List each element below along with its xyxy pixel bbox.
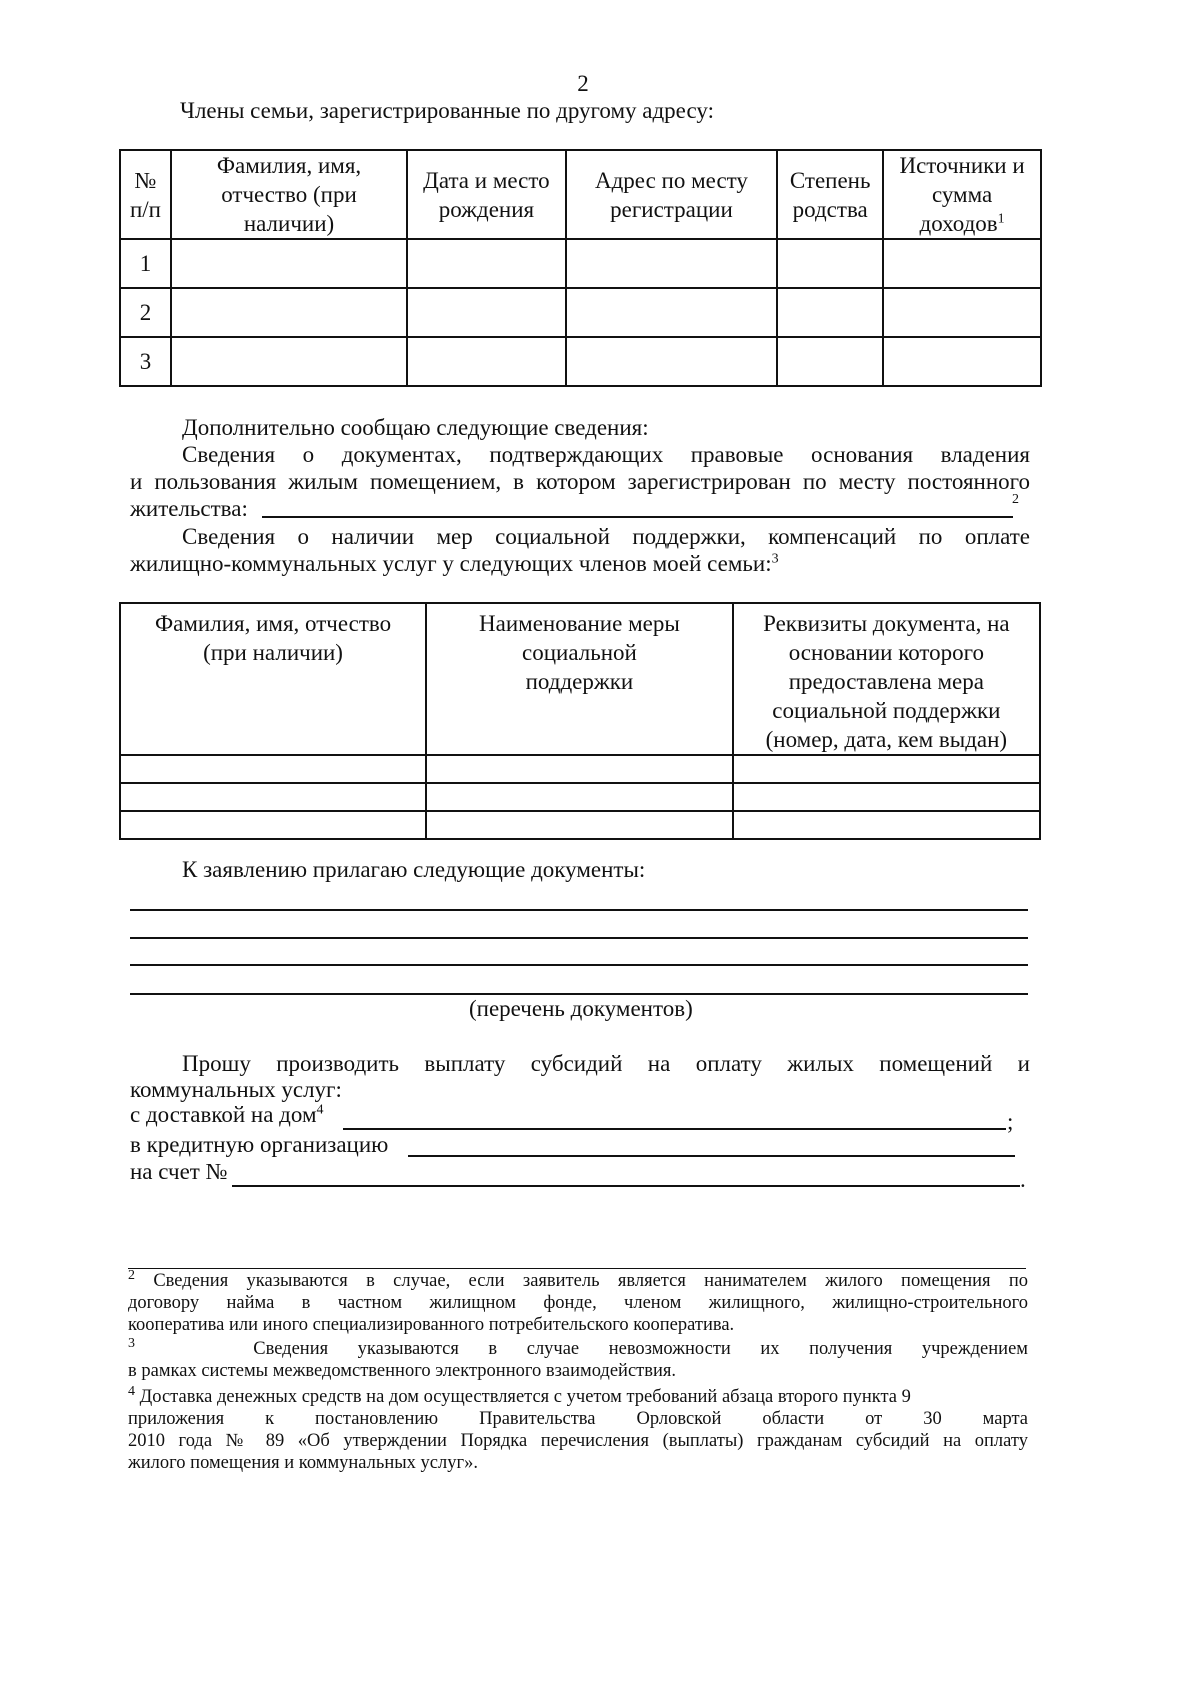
account-label: на счет №: [130, 1159, 228, 1184]
bank-line: [408, 1155, 1015, 1157]
footnote-4-line3: 2010 года № 89 «Об утверждении Порядка перечисления (выплаты) гражданам субсидий на оплату: [128, 1431, 1028, 1451]
account-end: .: [1020, 1167, 1026, 1192]
empty-cell: [883, 337, 1041, 386]
empty-cell: [171, 239, 407, 288]
empty-cell: [407, 288, 566, 337]
col-relation-header: Степень родства: [777, 150, 883, 239]
support-paragraph-line1: Сведения о наличии мер социальной поддержки, компенсаций по оплате: [182, 524, 1030, 549]
home-delivery-label: [130, 1101, 324, 1129]
empty-cell: [883, 288, 1041, 337]
col-birth-header: Дата и место рождения: [407, 150, 566, 239]
empty-cell: [733, 783, 1040, 811]
footnote-separator: [128, 1268, 1026, 1269]
footnote-ref-4: 4: [316, 1102, 324, 1118]
section1-heading: Члены семьи, зарегистрированные по другому адресу:: [180, 98, 714, 123]
footnote-ref-1: 1: [997, 211, 1005, 227]
footnote-2-line2: договору найма в частном жилищном фонде, членом жилищного, жилищно-строительного: [128, 1293, 1028, 1313]
home-delivery-line: [343, 1128, 1006, 1130]
empty-cell: [777, 239, 883, 288]
footnote-4-line1: [128, 1383, 1028, 1408]
payment-request-line1: Прошу производить выплату субсидий на оплату жилых помещений и: [182, 1051, 1030, 1076]
footnote-3-line1: [128, 1335, 1028, 1360]
footnote-ref-2: 2: [1012, 492, 1019, 507]
empty-cell: [407, 337, 566, 386]
footnote-4-line4: жилого помещения и коммунальных услуг».: [128, 1453, 478, 1473]
footnote-3-line1-text: Сведения указываются в случае невозможности их получения учреждением: [253, 1339, 1028, 1359]
payment-request-line2: коммунальных услуг:: [130, 1077, 342, 1102]
footnote-4-mark: 4: [128, 1383, 135, 1399]
additional-info-heading: Дополнительно сообщаю следующие сведения:: [182, 415, 649, 440]
footnote-2-mark: 2: [128, 1267, 135, 1283]
empty-cell: [426, 755, 733, 783]
col-fullname-header: Фамилия, имя, отчество (при наличии): [120, 603, 426, 755]
row-number: 2: [120, 288, 171, 337]
row-number: 1: [120, 239, 171, 288]
table-row: [120, 811, 1040, 839]
col-document-header: Реквизиты документа, на основании которого предоставлена мера социальной поддержки (номер, дата, кем выдан): [733, 603, 1040, 755]
empty-cell: [566, 288, 778, 337]
empty-cell: [733, 755, 1040, 783]
empty-cell: [171, 337, 407, 386]
account-line: [232, 1185, 1020, 1187]
empty-cell: [733, 811, 1040, 839]
footnote-2-line3: кооператива или иного специализированного потребительского кооператива.: [128, 1315, 735, 1335]
col-number-header: № п/п: [120, 150, 171, 239]
attachments-caption: (перечень документов): [469, 996, 693, 1021]
empty-cell: [426, 783, 733, 811]
footnote-3: [128, 1335, 1028, 1382]
support-paragraph-line2: [130, 550, 779, 578]
footnote-2: [128, 1267, 1029, 1336]
footnote-3-line2: в рамках системы межведомственного электронного взаимодействия.: [128, 1361, 677, 1381]
social-support-table: [119, 602, 1041, 840]
footnote-4: [128, 1383, 1028, 1474]
empty-cell: [777, 337, 883, 386]
col-income-label: Источники и сумма доходов: [899, 153, 1025, 236]
table-row: [120, 288, 1041, 337]
empty-cell: [407, 239, 566, 288]
empty-cell: [777, 288, 883, 337]
docs-paragraph-line1: Сведения о документах, подтверждающих правовые основания владения: [182, 442, 1030, 467]
attachments-heading: К заявлению прилагаю следующие документы:: [182, 857, 646, 882]
page-number: 2: [577, 71, 589, 96]
col-address-header: Адрес по месту регистрации: [566, 150, 778, 239]
attachments-line: [130, 909, 1028, 911]
footnote-2-line1-text: Сведения указываются в случае, если заявитель является нанимателем жилого помещения по: [153, 1271, 1029, 1291]
col-income-header: [883, 150, 1041, 239]
empty-cell: [120, 783, 426, 811]
attachments-line: [130, 964, 1028, 966]
docs-paragraph-line3: жительства:: [130, 496, 248, 521]
table-row: [120, 239, 1041, 288]
empty-cell: [566, 337, 778, 386]
empty-cell: [171, 288, 407, 337]
footnote-4-line2: приложения к постановлению Правительства Орловской области от 30 марта: [128, 1409, 1028, 1429]
empty-cell: [120, 811, 426, 839]
col-measure-header: Наименование меры социальной поддержки: [426, 603, 733, 755]
support-paragraph-text: жилищно-коммунальных услуг у следующих членов моей семьи:: [130, 551, 772, 576]
home-delivery-text: с доставкой на дом: [130, 1102, 317, 1127]
table-row: [120, 755, 1040, 783]
empty-cell: [566, 239, 778, 288]
table-row: [120, 783, 1040, 811]
footnote-ref-3: 3: [771, 551, 779, 567]
attachments-line: [130, 937, 1028, 939]
footnote-3-mark: 3: [128, 1335, 135, 1351]
home-delivery-end: ;: [1007, 1109, 1014, 1134]
docs-blank-line: [262, 516, 1013, 518]
docs-paragraph-line2: и пользования жилым помещением, в котором зарегистрирован по месту постоянного: [130, 469, 1030, 494]
empty-cell: [883, 239, 1041, 288]
row-number: 3: [120, 337, 171, 386]
footnote-4-line1-text: Доставка денежных средств на дом осуществляется с учетом требований абзаца второго пункта 9: [139, 1387, 911, 1407]
family-members-table: [119, 149, 1042, 387]
empty-cell: [426, 811, 733, 839]
col-name-header: Фамилия, имя, отчество (при наличии): [171, 150, 407, 239]
bank-label: в кредитную организацию: [130, 1132, 389, 1157]
table-row: [120, 337, 1041, 386]
empty-cell: [120, 755, 426, 783]
footnote-2-line1: [128, 1267, 1029, 1292]
